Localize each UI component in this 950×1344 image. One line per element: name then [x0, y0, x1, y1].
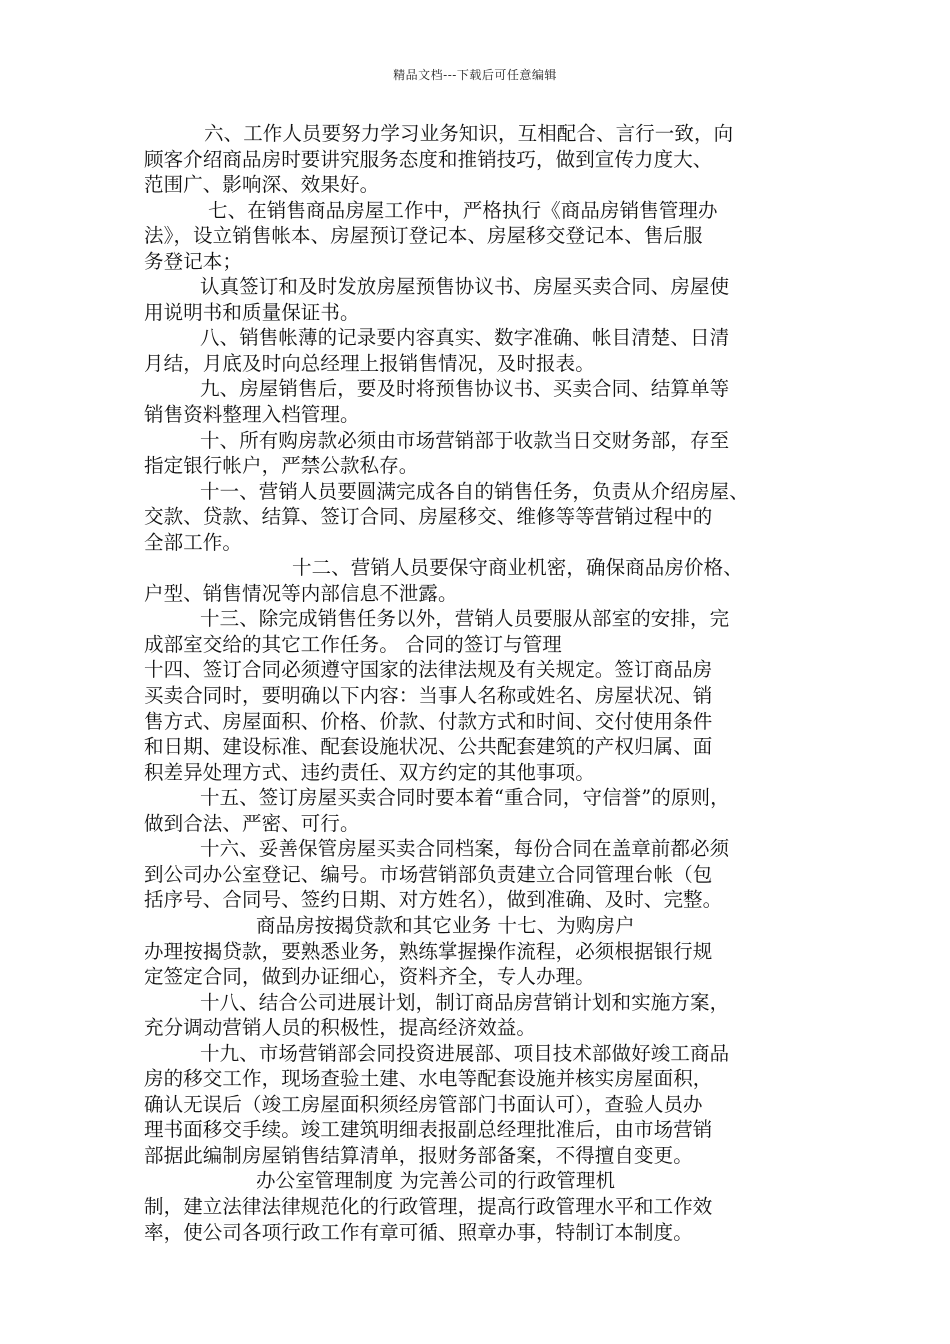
text-line: 括序号、合同号、签约日期、对方姓名），做到准确、及时、完整。 — [144, 888, 723, 912]
text-line: 销售资料整理入档管理。 — [144, 403, 360, 427]
text-line: 部据此编制房屋销售结算清单，报财务部备案，不得擅自变更。 — [144, 1143, 693, 1167]
text-line: 十八、结合公司进展计划，制订商品房营销计划和实施方案， — [200, 990, 730, 1014]
text-line: 顾客介绍商品房时要讲究服务态度和推销技巧，做到宣传力度大、 — [144, 147, 713, 171]
text-line: 办公室管理制度 为完善公司的行政管理机 — [256, 1169, 616, 1193]
text-line: 十五、签订房屋买卖合同时要本着“重合同，守信誉”的原则， — [200, 786, 730, 810]
text-line: 率，使公司各项行政工作有章可循、照章办事，特制订本制度。 — [144, 1220, 693, 1244]
page-header: 精品文档---下载后可任意编辑 — [393, 68, 557, 82]
text-line: 范围广、影响深、效果好。 — [144, 173, 380, 197]
text-line: 十、所有购房款必须由市场营销部于收款当日交财务部，存至 — [200, 428, 730, 452]
text-line: 七、在销售商品房屋工作中，严格执行《商品房销售管理办 — [208, 198, 718, 222]
text-line: 制，建立法律法律规范化的行政管理，提高行政管理水平和工作效 — [144, 1194, 713, 1218]
text-line: 办理按揭贷款，要熟悉业务，熟练掌握操作流程，必须根据银行规 — [144, 939, 713, 963]
text-line: 和日期、建设标准、配套设施状况、公共配套建筑的产权归属、面 — [144, 735, 713, 759]
text-line: 买卖合同时，要明确以下内容：当事人名称或姓名、房屋状况、销 — [144, 684, 713, 708]
text-line: 到公司办公室登记、编号。市场营销部负责建立合同管理台帐（包 — [144, 862, 713, 886]
text-line: 十二、营销人员要保守商业机密，确保商品房价格、 — [292, 556, 743, 580]
text-line: 认真签订和及时发放房屋预售协议书、房屋买卖合同、房屋使 — [200, 275, 730, 299]
text-line: 十一、营销人员要圆满完成各自的销售任务，负责从介绍房屋、 — [200, 479, 749, 503]
text-line: 交款、贷款、结算、签订合同、房屋移交、维修等等营销过程中的 — [144, 505, 713, 529]
text-line: 用说明书和质量保证书。 — [144, 300, 360, 324]
text-line: 指定银行帐户，严禁公款私存。 — [144, 454, 419, 478]
text-line: 十六、妥善保管房屋买卖合同档案，每份合同在盖章前都必须 — [200, 837, 730, 861]
document-body — [144, 121, 824, 1245]
text-line: 房的移交工作，现场查验土建、水电等配套设施并核实房屋面积， — [144, 1067, 713, 1091]
text-line: 充分调动营销人员的积极性，提高经济效益。 — [144, 1016, 537, 1040]
text-line: 十九、市场营销部会同投资进展部、项目技术部做好竣工商品 — [200, 1041, 730, 1065]
text-line: 定签定合同，做到办证细心，资料齐全，专人办理。 — [144, 965, 595, 989]
text-line: 确认无误后（竣工房屋面积须经房管部门书面认可），查验人员办 — [144, 1092, 703, 1116]
text-line: 务登记本； — [144, 249, 243, 273]
text-line: 户型、销售情况等内部信息不泄露。 — [144, 581, 458, 605]
text-line: 九、房屋销售后，要及时将预售协议书、买卖合同、结算单等 — [200, 377, 730, 401]
text-line: 积差异处理方式、违约责任、双方约定的其他事项。 — [144, 760, 595, 784]
text-line: 成部室交给的其它工作任务。 合同的签订与管理 — [144, 632, 562, 656]
text-line: 商品房按揭贷款和其它业务 十七、为购房户 — [256, 913, 635, 937]
text-line: 理书面移交手续。竣工建筑明细表报副总经理批准后，由市场营销 — [144, 1118, 713, 1142]
text-line: 月结，月底及时向总经理上报销售情况，及时报表。 — [144, 351, 595, 375]
text-line: 十四、签订合同必须遵守国家的法律法规及有关规定。签订商品房 — [144, 658, 713, 682]
text-line: 售方式、房屋面积、价格、价款、付款方式和时间、交付使用条件 — [144, 709, 713, 733]
text-line: 六、工作人员要努力学习业务知识，互相配合、言行一致，向 — [204, 122, 734, 145]
text-line: 做到合法、严密、可行。 — [144, 811, 360, 835]
text-line: 全部工作。 — [144, 530, 243, 554]
text-line: 十三、除完成销售任务以外，营销人员要服从部室的安排，完 — [200, 607, 730, 631]
text-line: 八、销售帐薄的记录要内容真实、数字准确、帐目清楚、日清 — [200, 326, 730, 350]
text-line: 法》，设立销售帐本、房屋预订登记本、房屋移交登记本、售后服 — [144, 224, 703, 248]
